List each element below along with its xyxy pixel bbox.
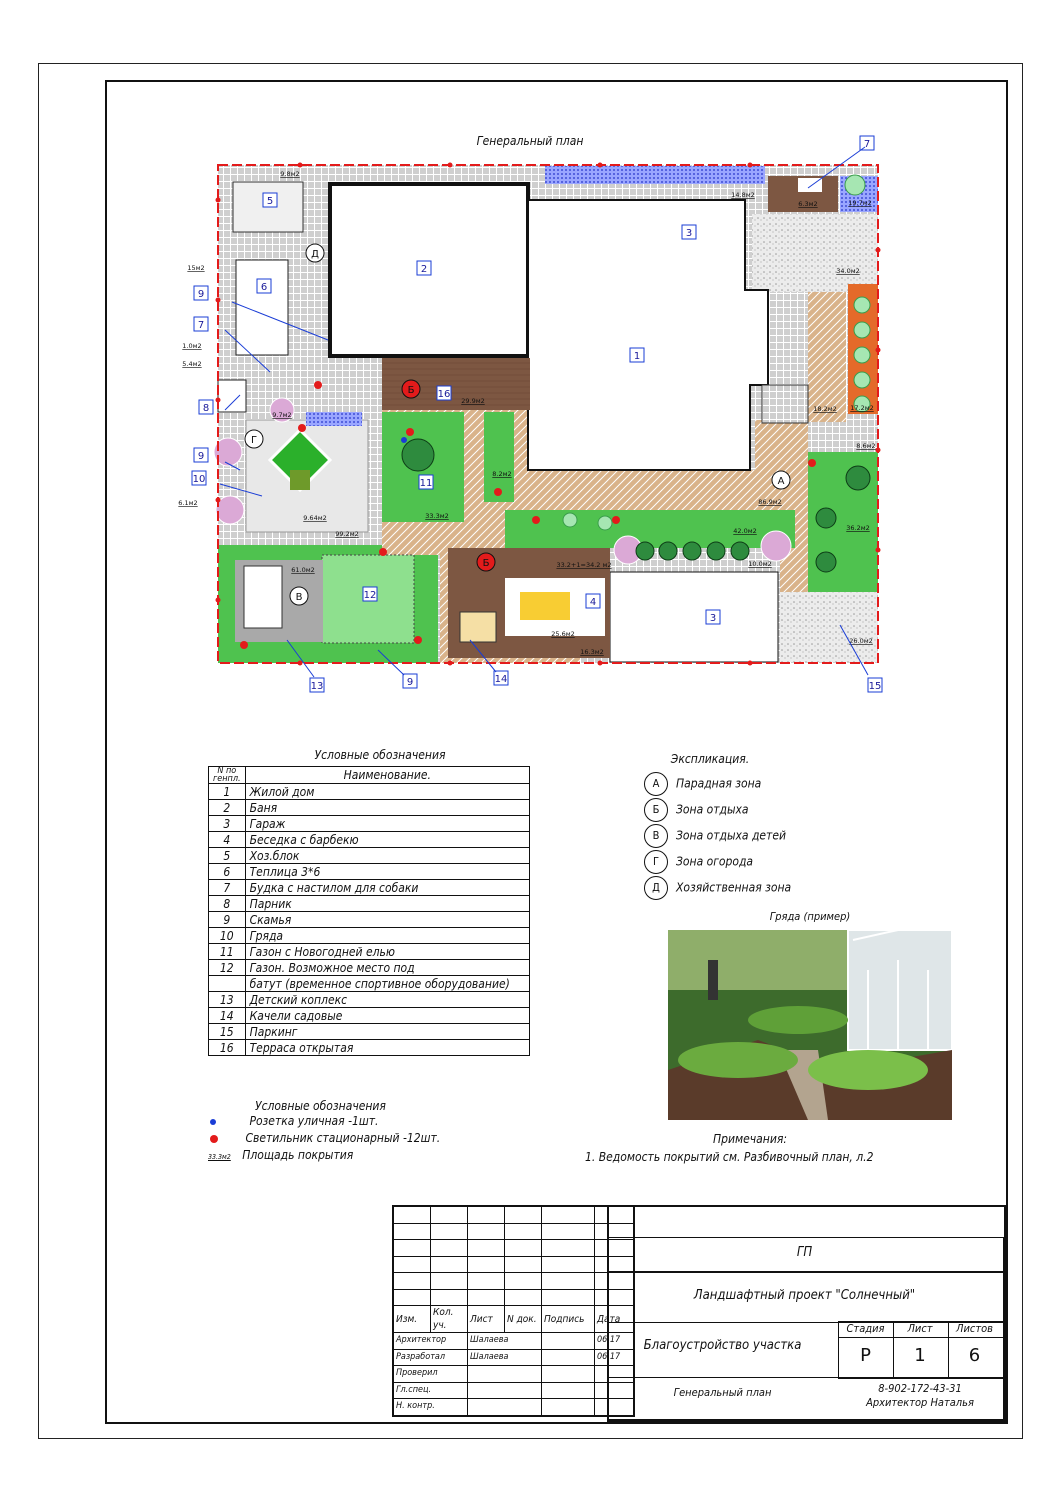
zone-letter-badge: Г xyxy=(644,850,668,874)
notes-title: Примечания: xyxy=(713,1132,787,1146)
legend-row-name: Парник xyxy=(245,896,529,912)
plan-area-label: 8.6м2 xyxy=(856,442,876,450)
stamp-stage-label: Стадия xyxy=(846,1322,885,1335)
stamp-role-row xyxy=(393,1366,634,1383)
plan-marker-number: 6 xyxy=(260,282,268,293)
legend-row xyxy=(209,816,530,832)
legend-row-num: 2 xyxy=(209,800,246,816)
plan-zone-letter: Д xyxy=(311,249,319,260)
legend-row-name: Беседка с барбекю xyxy=(245,832,529,848)
zone-label: Парадная зона xyxy=(676,776,762,791)
plan-area-label: 1.0м2 xyxy=(182,342,202,350)
explication-item xyxy=(644,798,749,822)
legend-row-num: 10 xyxy=(209,928,246,944)
stamp-contact-name: Архитектор Наталья xyxy=(866,1396,974,1409)
legend-row-name: Хоз.блок xyxy=(245,848,529,864)
explication-item xyxy=(644,850,753,874)
legend-row-name: Жилой дом xyxy=(245,784,529,800)
legend-col-name: Наименование. xyxy=(245,767,529,784)
stamp-role: Гл.спец. xyxy=(393,1382,468,1399)
legend-title: Условные обозначения xyxy=(314,748,446,762)
stamp-role-row xyxy=(393,1349,634,1366)
legend-row xyxy=(209,976,530,992)
legend-row-num: 16 xyxy=(209,1040,246,1056)
plan-area-label: 33.2+1=34.2 м2 xyxy=(556,561,612,569)
stamp-role-date: 06.17 xyxy=(595,1349,635,1366)
stamp-header-cell: Изм. xyxy=(393,1306,431,1333)
stamp-role-row xyxy=(393,1333,634,1350)
stamp-project: Ландшафтный проект "Солнечный" xyxy=(693,1288,916,1303)
legend-row xyxy=(209,800,530,816)
explication-item xyxy=(644,824,786,848)
stamp-sheet-value: 1 xyxy=(914,1345,926,1366)
legend-row-num: 4 xyxy=(209,832,246,848)
symbol-area-label: Площадь покрытия xyxy=(242,1148,354,1162)
stamp-sheets-label: Листов xyxy=(956,1322,993,1335)
stamp-header-cell: Дата xyxy=(595,1306,635,1333)
legend-row-name: Теплица 3*6 xyxy=(245,864,529,880)
legend-row-num: 9 xyxy=(209,912,246,928)
stamp-stage-value: Р xyxy=(860,1345,871,1366)
plan-area-label: 9.7м2 xyxy=(272,411,292,419)
zone-label: Зона отдыха xyxy=(676,802,749,817)
stamp-sheet-name: Генеральный план xyxy=(673,1386,772,1399)
plan-marker-number: 4 xyxy=(589,597,597,608)
plan-zone-letter: Г xyxy=(250,435,258,446)
plan-marker-number: 2 xyxy=(420,264,428,275)
plan-area-label: 5.4м2 xyxy=(182,360,202,368)
zone-letter-badge: В xyxy=(644,824,668,848)
stamp-role: Разработал xyxy=(393,1349,468,1366)
symbol-area-row xyxy=(208,1148,353,1162)
photo-title: Гряда (пример) xyxy=(769,910,851,923)
plan-area-label: 34.0м2 xyxy=(836,267,860,275)
legend-row-name: Скамья xyxy=(245,912,529,928)
legend-row-name: Детский коплекс xyxy=(245,992,529,1008)
stamp-header-cell: Подпись xyxy=(542,1306,595,1333)
legend-row-num: 6 xyxy=(209,864,246,880)
legend-row xyxy=(209,848,530,864)
plan-marker-number: 16 xyxy=(437,389,451,400)
stamp-header-cell: Лист xyxy=(468,1306,505,1333)
plan-area-label: 86.9м2 xyxy=(758,498,782,506)
plan-marker-number: 14 xyxy=(494,674,508,685)
plan-marker-number: 3 xyxy=(685,228,693,239)
plan-marker-number: 9 xyxy=(406,677,414,688)
legend-table xyxy=(208,766,530,1056)
legend-row xyxy=(209,1040,530,1056)
legend-row-name: Газон. Возможное место под xyxy=(245,960,529,976)
stamp-header-cell: Кол. уч. xyxy=(431,1306,468,1333)
plan-area-label: 16.3м2 xyxy=(580,648,604,656)
legend-row-num: 13 xyxy=(209,992,246,1008)
zone-label: Зона отдыха детей xyxy=(676,828,786,843)
plan-area-label: 15м2 xyxy=(187,264,205,272)
plan-area-label: 18.2м2 xyxy=(813,405,837,413)
plan-area-label: 61.0м2 xyxy=(291,566,315,574)
plan-marker-number: 11 xyxy=(419,478,433,489)
zone-label: Хозяйственная зона xyxy=(676,880,792,895)
legend-row-num: 12 xyxy=(209,960,246,976)
legend-row-name: батут (временное спортивное оборудование) xyxy=(245,976,529,992)
stamp-sheets-value: 6 xyxy=(968,1345,981,1366)
stamp-header-cell: N док. xyxy=(505,1306,542,1333)
plan-area-label: 42.0м2 xyxy=(733,527,757,535)
plan-area-label: 8.2м2 xyxy=(492,470,512,478)
plan-area-label: 14.8м2 xyxy=(731,191,755,199)
socket-dot-icon xyxy=(210,1119,216,1125)
stamp-role-date: 06.17 xyxy=(595,1333,635,1350)
plan-area-label: 17.2м2 xyxy=(850,404,874,412)
legend-row xyxy=(209,864,530,880)
plan-marker-number: 9 xyxy=(197,451,205,462)
legend-row-name: Паркинг xyxy=(245,1024,529,1040)
stamp-subject: Благоустройство участка xyxy=(643,1338,802,1353)
symbol-socket-label: Розетка уличная -1шт. xyxy=(249,1114,379,1128)
legend-row-name: Гараж xyxy=(245,816,529,832)
legend-row xyxy=(209,928,530,944)
plan-marker-number: 3 xyxy=(709,613,717,624)
plan-zone-letter: В xyxy=(295,592,303,603)
plan-area-label: 19.7м2 xyxy=(848,199,872,207)
plan-area-label: 26.0м2 xyxy=(849,637,873,645)
stamp-role-name xyxy=(468,1382,542,1399)
stamp-contact-phone: 8-902-172-43-31 xyxy=(878,1382,962,1395)
legend-row-name: Будка с настилом для собаки xyxy=(245,880,529,896)
stamp-code: ГП xyxy=(796,1245,813,1260)
plan-marker-number: 10 xyxy=(192,474,206,485)
explication-item xyxy=(644,772,761,796)
legend-row-num xyxy=(209,976,246,992)
plan-marker-number: 12 xyxy=(363,590,377,601)
plan-marker-number: 13 xyxy=(310,681,324,692)
site-plan xyxy=(160,135,900,695)
legend-row-name: Качели садовые xyxy=(245,1008,529,1024)
symbol-light-row xyxy=(210,1131,440,1145)
plan-area-label: 10.0м2 xyxy=(748,560,772,568)
legend-row xyxy=(209,1008,530,1024)
legend-row-name: Гряда xyxy=(245,928,529,944)
plan-marker-number: 9 xyxy=(197,289,205,300)
plan-title: Генеральный план xyxy=(476,134,584,148)
zone-label: Зона огорода xyxy=(676,854,754,869)
plan-zone-letter: Б xyxy=(407,385,415,396)
explication-title: Экспликация. xyxy=(670,752,750,766)
garden-bed-photo xyxy=(668,930,952,1120)
legend-row xyxy=(209,1024,530,1040)
stamp-signature-table xyxy=(392,1205,635,1417)
legend-row-num: 15 xyxy=(209,1024,246,1040)
legend-row-num: 5 xyxy=(209,848,246,864)
symbol-light-label: Светильник стационарный -12шт. xyxy=(245,1131,441,1145)
stamp-role-name: Шалаева xyxy=(468,1333,542,1350)
plan-area-label: 9.64м2 xyxy=(303,514,327,522)
plan-marker-number: 7 xyxy=(197,320,205,331)
legend-row xyxy=(209,944,530,960)
legend-row-num: 7 xyxy=(209,880,246,896)
legend-row-num: 3 xyxy=(209,816,246,832)
legend-row xyxy=(209,880,530,896)
legend-row-name: Баня xyxy=(245,800,529,816)
legend-col-num: N по генпл. xyxy=(209,767,246,784)
notes-text: 1. Ведомость покрытий см. Разбивочный план, л.2 xyxy=(585,1150,874,1164)
plan-marker-number: 5 xyxy=(266,196,274,207)
symbols-title: Условные обозначения xyxy=(255,1099,386,1113)
plan-marker-number: 15 xyxy=(868,681,882,692)
zone-letter-badge: А xyxy=(644,772,668,796)
plan-marker-number: 1 xyxy=(633,351,641,362)
legend-row xyxy=(209,960,530,976)
legend-row-name: Газон с Новогодней елью xyxy=(245,944,529,960)
stamp-role-name xyxy=(468,1399,542,1416)
symbol-area-sample: 33.3м2 xyxy=(208,1153,231,1161)
plan-area-label: 29.9м2 xyxy=(461,397,485,405)
stamp-role: Архитектор xyxy=(393,1333,468,1350)
plan-area-label: 25.6м2 xyxy=(551,630,575,638)
legend-row xyxy=(209,912,530,928)
legend-row xyxy=(209,784,530,800)
symbol-socket-row xyxy=(210,1114,378,1128)
plan-area-label: 6.1м2 xyxy=(178,499,198,507)
stamp-role: Н. контр. xyxy=(393,1399,468,1416)
legend-row xyxy=(209,832,530,848)
plan-marker-number: 8 xyxy=(202,403,210,414)
stamp-role-row xyxy=(393,1382,634,1399)
zone-letter-badge: Д xyxy=(644,876,668,900)
plan-marker-number: 7 xyxy=(863,139,871,150)
stamp-role-row xyxy=(393,1399,634,1416)
plan-area-label: 99.2м2 xyxy=(335,530,359,538)
legend-row-num: 1 xyxy=(209,784,246,800)
legend-row xyxy=(209,896,530,912)
plan-area-label: 9.8м2 xyxy=(280,170,300,178)
legend-row-num: 11 xyxy=(209,944,246,960)
plan-zone-letter: А xyxy=(777,476,785,487)
legend-row-name: Терраса открытая xyxy=(245,1040,529,1056)
plan-zone-letter: Б xyxy=(482,558,490,569)
zone-letter-badge: Б xyxy=(644,798,668,822)
legend-row xyxy=(209,992,530,1008)
plan-area-label: 6.3м2 xyxy=(798,200,818,208)
explication-item xyxy=(644,876,791,900)
plan-area-label: 36.2м2 xyxy=(846,524,870,532)
legend-row-num: 8 xyxy=(209,896,246,912)
plan-area-label: 33.3м2 xyxy=(425,512,449,520)
stamp-role: Проверил xyxy=(393,1366,468,1383)
light-dot-icon xyxy=(210,1135,218,1143)
stamp-role-name xyxy=(468,1366,542,1383)
stamp-sheet-label: Лист xyxy=(907,1322,933,1335)
legend-row-num: 14 xyxy=(209,1008,246,1024)
stamp-role-name: Шалаева xyxy=(468,1349,542,1366)
